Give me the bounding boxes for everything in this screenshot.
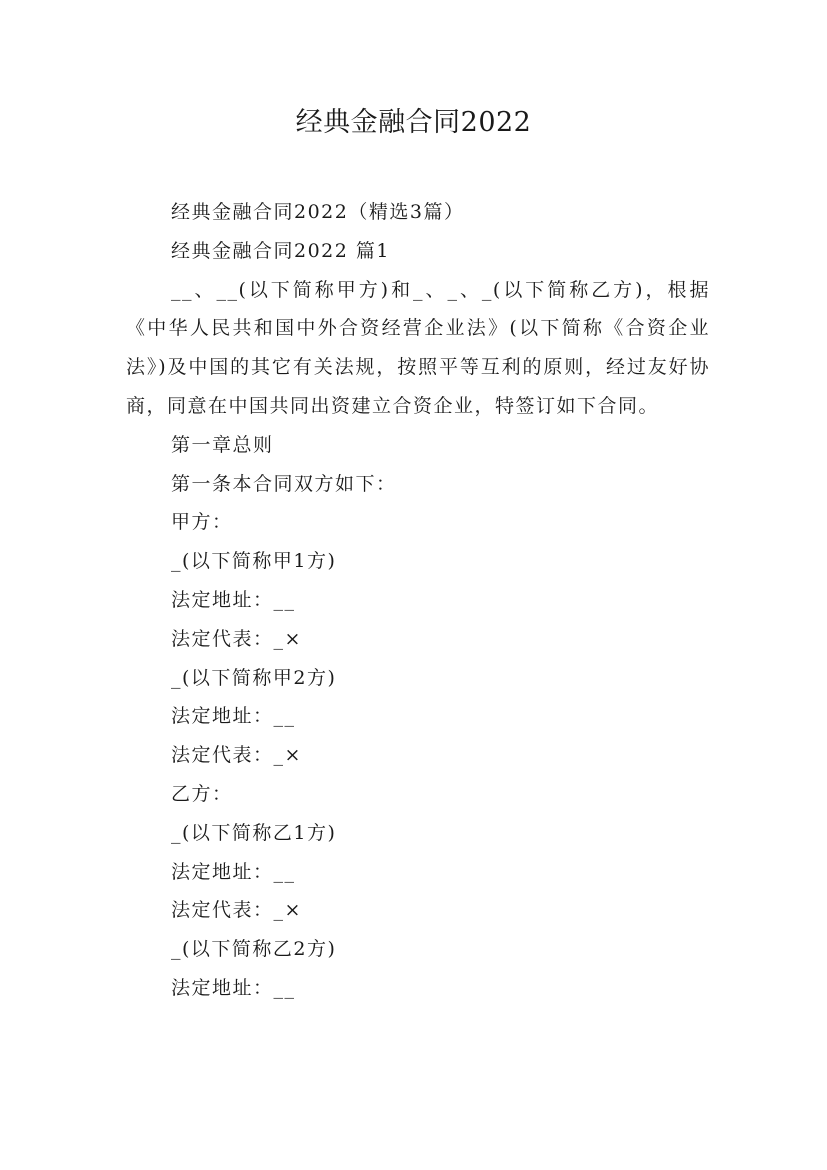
party-a2-representative: 法定代表：_× [171,744,302,767]
section-heading: 经典金融合同2022 篇1 [171,239,390,262]
party-b1-name: _(以下简称乙1方) [171,821,337,844]
chapter-heading: 第一章总则 [171,433,274,456]
party-b2-name: _(以下简称乙2方) [171,938,337,961]
document-title: 经典金融合同2022 [295,107,532,138]
intro-paragraph: __、__(以下简称甲方)和_、_、_(以下简称乙方)，根据《中华人民共和国中外合资经营企业法》(以下简称《合资企业法》)及中国的其它有关法规，按照平等互利的原则，经过友好协商，同意在中国共同出资建立合资企业，特签订如下合同。 [126,278,710,417]
party-b1-representative: 法定代表：_× [171,899,302,922]
party-a1-name: _(以下简称甲1方) [171,550,337,573]
party-a1-representative: 法定代表：_× [171,627,302,650]
party-b1-address: 法定地址：__ [171,860,296,883]
party-b-label: 乙方： [171,782,233,805]
subtitle-line: 经典金融合同2022（精选3篇） [171,201,465,223]
party-a-label: 甲方： [171,511,233,534]
party-a2-name: _(以下简称甲2方) [171,666,337,689]
document-body [126,193,710,1008]
party-b2-address: 法定地址：__ [171,976,296,999]
party-a2-address: 法定地址：__ [171,705,296,728]
party-a1-address: 法定地址：__ [171,588,296,611]
article-line: 第一条本合同双方如下： [171,472,397,495]
